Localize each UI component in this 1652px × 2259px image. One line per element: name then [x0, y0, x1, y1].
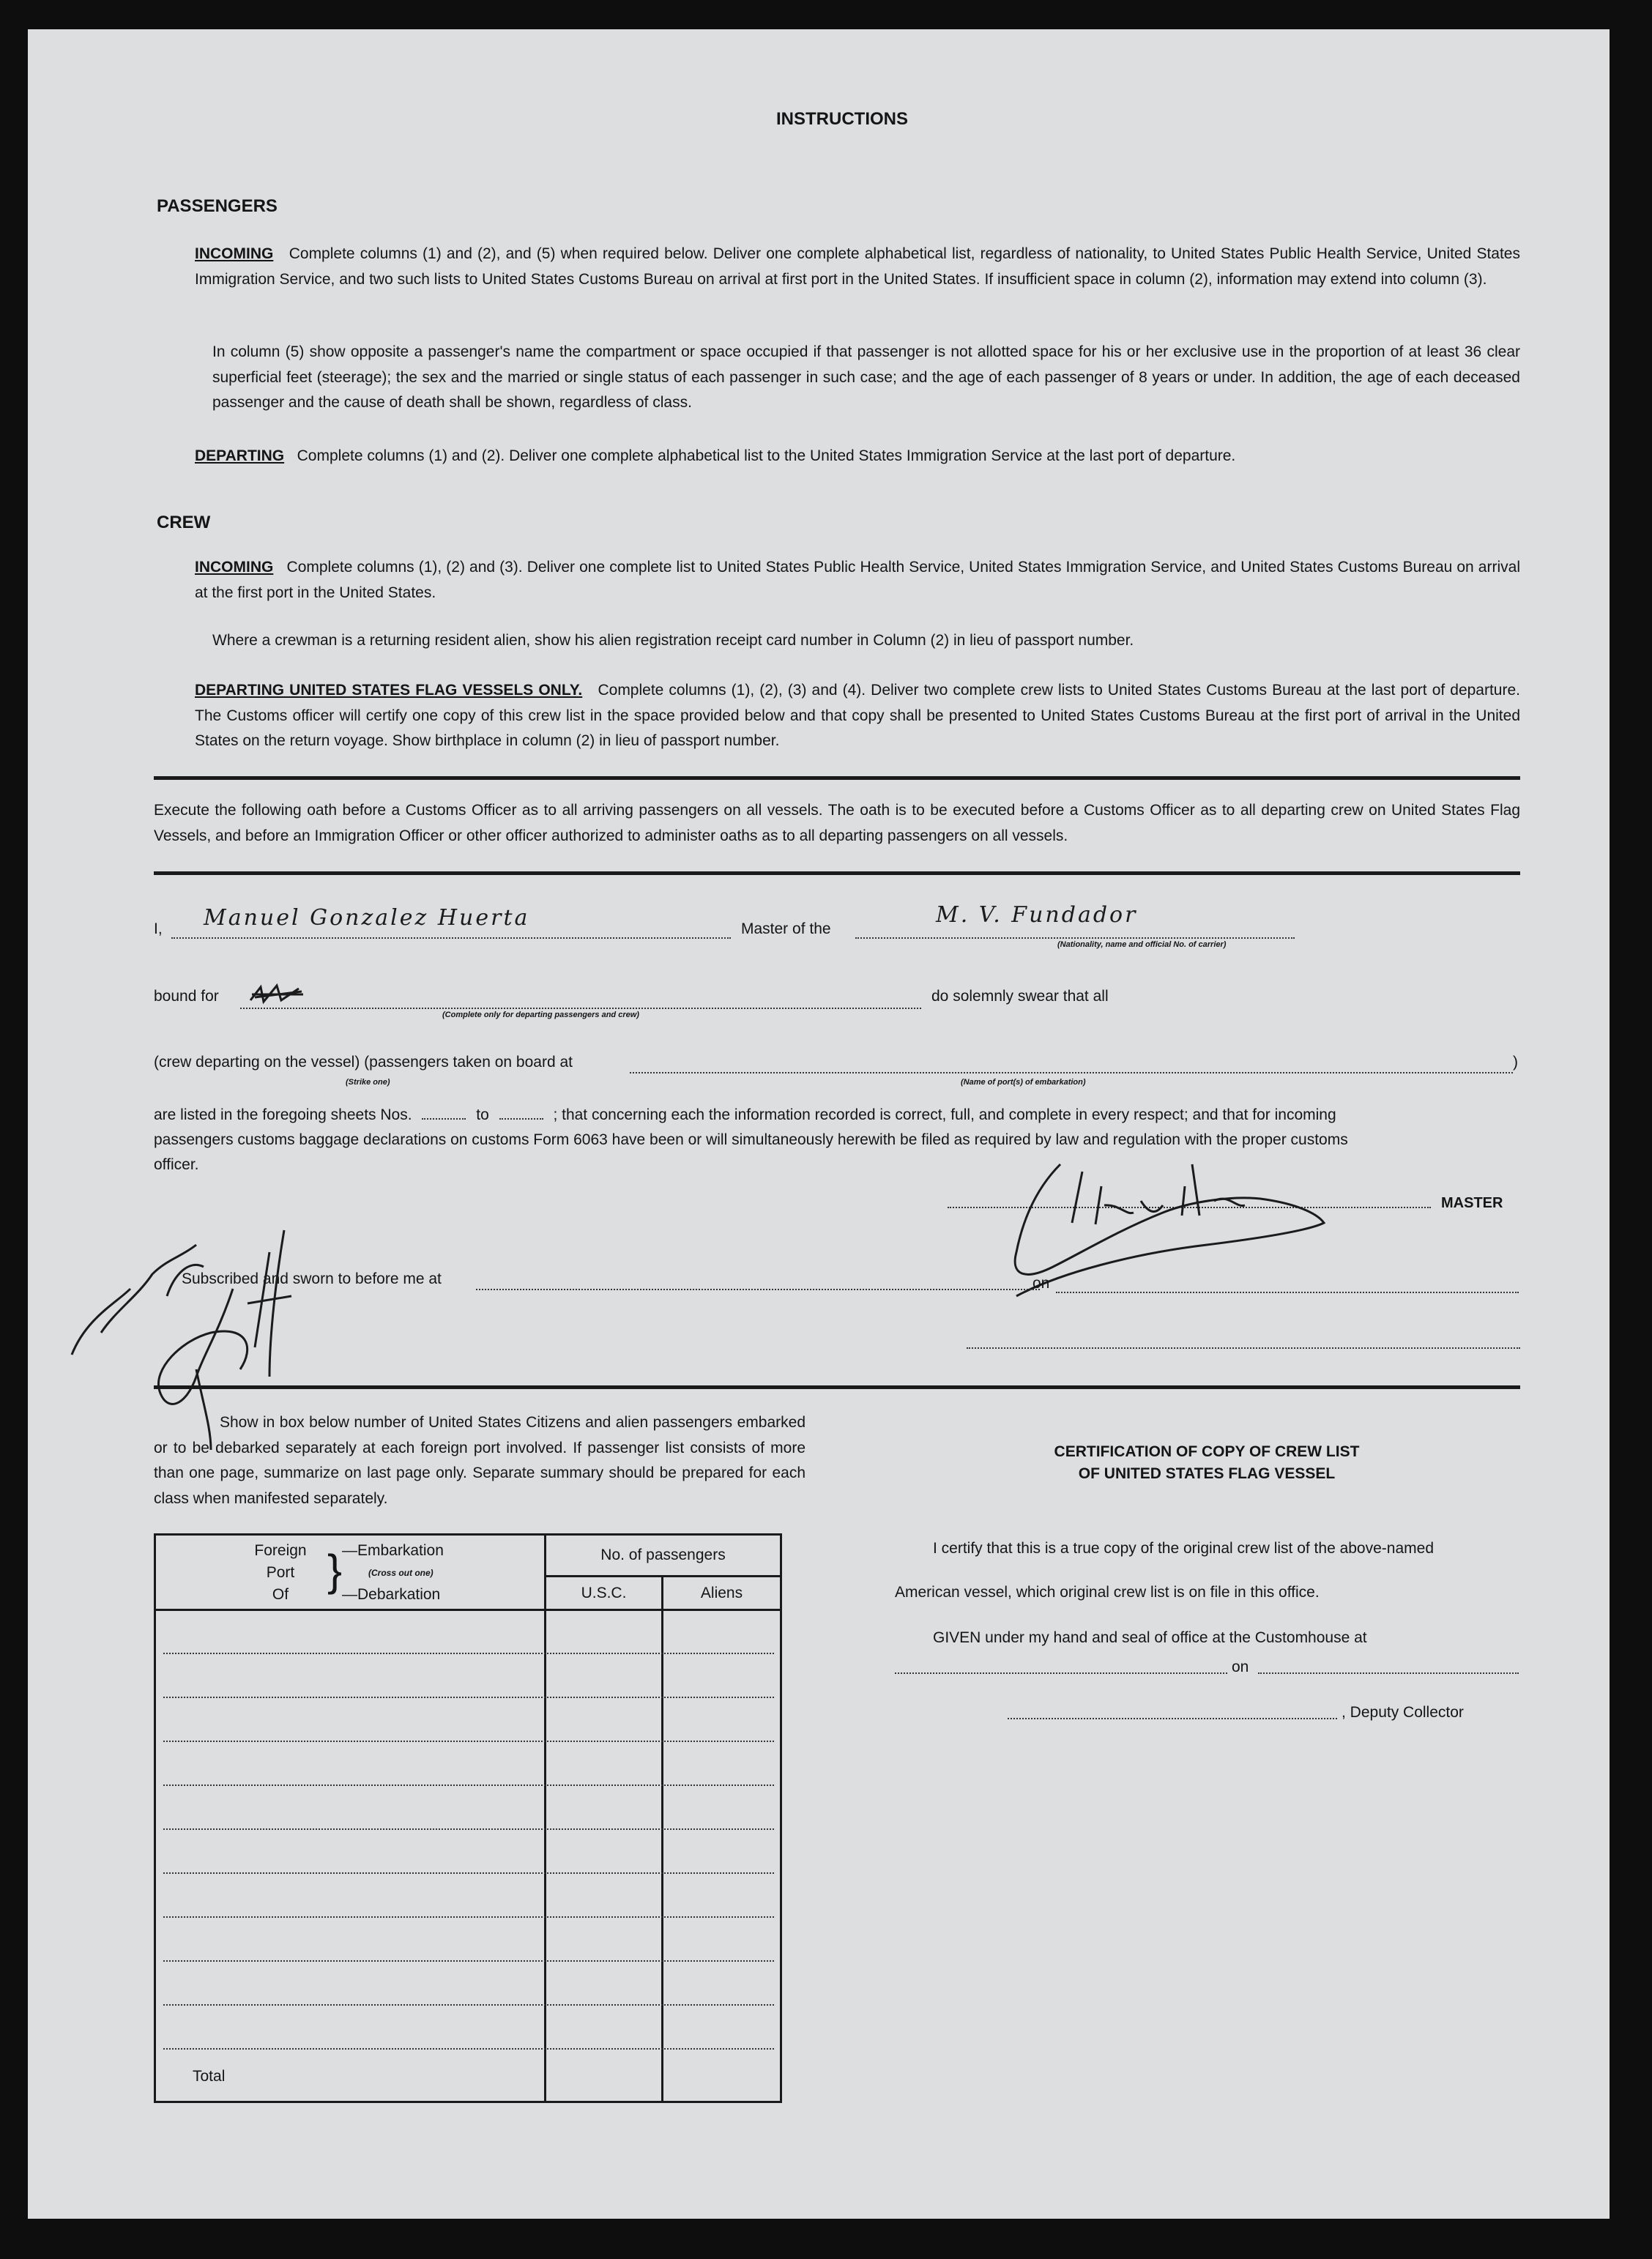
col1-line3: Of — [272, 1586, 289, 1603]
crew-departing-label: DEPARTING UNITED STATES FLAG VESSELS ONLY. — [195, 682, 583, 699]
divider-3 — [154, 1385, 1520, 1389]
certification-title-1: CERTIFICATION OF COPY OF CREW LIST — [1054, 1443, 1360, 1460]
cross-out-caption: (Cross out one) — [368, 1568, 434, 1578]
subscribed-label: Subscribed and sworn to before me at — [182, 1270, 442, 1287]
close-paren: ) — [1513, 1054, 1518, 1071]
divider-1 — [154, 776, 1520, 780]
passenger-summary-table — [154, 1533, 782, 2103]
ports-line — [630, 1072, 1513, 1073]
passengers-departing-paragraph — [195, 444, 1520, 469]
listed-rest-1: ; that concerning each the information recorded is correct, full, and complete in every respect; and that for incoming — [553, 1106, 1336, 1123]
ports-caption: (Name of port(s) of embarkation) — [961, 1078, 1086, 1087]
given-text: GIVEN under my hand and seal of office at the Customhouse at — [933, 1629, 1367, 1646]
crew-incoming-paragraph — [195, 555, 1520, 606]
table-row — [163, 1785, 774, 1786]
vessel-field[interactable]: M. V. Fundador — [936, 902, 1138, 928]
table-vline-2 — [661, 1577, 663, 2101]
table-header-divider — [156, 1609, 780, 1611]
no-of-passengers-header: No. of passengers — [600, 1547, 726, 1563]
vessel-line — [855, 937, 1295, 939]
page-title: INSTRUCTIONS — [776, 109, 908, 129]
officer-signature-line — [967, 1347, 1520, 1349]
crew-departing-label: (crew departing on the vessel) (passengers taken on board at — [154, 1054, 573, 1071]
strike-one-caption: (Strike one) — [346, 1078, 390, 1087]
summary-instructions: Show in box below number of United States Citizens and alien passengers embarked or to be debarked separately at each foreign port involved. If passenger list consists of more than one page, summarize on last page only. Separate summary should be prepared for each class when manifested separately. — [154, 1414, 805, 1507]
master-name-line — [171, 937, 731, 939]
deputy-collector-label: , Deputy Collector — [1342, 1704, 1464, 1721]
passengers-departing-text: Complete columns (1) and (2). Deliver one complete alphabetical list to the United States Immigration Service at the last port of departure. — [297, 447, 1236, 464]
crew-incoming-label: INCOMING — [195, 559, 274, 576]
table-row — [163, 2004, 774, 2006]
vessel-caption: (Nationality, name and official No. of carrier) — [1057, 940, 1227, 949]
brace-icon: } — [327, 1546, 343, 1595]
usc-header: U.S.C. — [581, 1585, 627, 1601]
passengers-incoming-label: INCOMING — [195, 245, 274, 262]
table-row — [163, 1697, 774, 1698]
bound-for-line — [240, 1008, 921, 1009]
table-row — [163, 1872, 774, 1874]
passengers-heading: PASSENGERS — [157, 196, 278, 216]
table-row — [163, 1828, 774, 1830]
listed-rest-3: officer. — [154, 1156, 199, 1173]
embarkation-label: —Embarkation — [342, 1542, 444, 1559]
subscribed-on-label: on — [1032, 1275, 1050, 1292]
crew-incoming-text: Complete columns (1), (2) and (3). Deliver one complete list to United States Public Health Service, United States Immigration Service, and United States Customs Bureau on arrival at the first port in the United States. — [195, 559, 1520, 601]
swear-text: do solemnly swear that all — [931, 988, 1109, 1005]
customhouse-line — [895, 1672, 1227, 1674]
certification-title-2: OF UNITED STATES FLAG VESSEL — [1078, 1465, 1336, 1482]
oath-instructions: Execute the following oath before a Customs Officer as to all arriving passengers on all vessels. The oath is to be executed before a Customs Officer as to all departing crew on United States Flag Vessels, and before an Immigration Officer or other officer authorized to administer oaths as to all departing passengers on all vessels. — [154, 802, 1520, 844]
master-label: MASTER — [1441, 1195, 1503, 1211]
bound-for-label: bound for — [154, 988, 219, 1005]
table-row — [163, 1916, 774, 1918]
inspector-note — [72, 1230, 75, 1231]
table-subheader-divider — [544, 1575, 780, 1577]
table-row — [163, 1653, 774, 1654]
passengers-incoming-text: Complete columns (1) and (2), and (5) when required below. Deliver one complete alphabetical list, regardless of nationality, to United States Public Health Service, United States Immigration Service, and two such lists to United States Customs Bureau on arrival at first port in the United States. If insufficient space in column (2), information may extend into column (3). — [195, 245, 1520, 288]
oath-master-of-label: Master of the — [741, 920, 831, 937]
table-row — [163, 1741, 774, 1742]
crew-departing-paragraph — [195, 678, 1520, 754]
sheets-from-field[interactable] — [422, 1118, 466, 1120]
listed-rest-2: passengers customs baggage declarations on customs Form 6063 have been or will simultaneously herewith be filed as required by law and regulation with the proper customs — [154, 1131, 1348, 1148]
certification-date-line — [1258, 1672, 1519, 1674]
bound-for-caption: (Complete only for departing passengers and crew) — [442, 1011, 639, 1019]
deputy-signature-line — [1008, 1718, 1337, 1719]
listed-prefix: are listed in the foregoing sheets Nos. — [154, 1106, 412, 1123]
sheets-to-field[interactable] — [499, 1118, 543, 1120]
table-row — [163, 1960, 774, 1962]
master-name-field[interactable]: Manuel Gonzalez Huerta — [204, 905, 530, 931]
form-sheet — [28, 29, 1610, 2219]
divider-2 — [154, 871, 1520, 875]
total-label: Total — [193, 2068, 226, 2085]
table-row — [163, 2048, 774, 2050]
listed-line-1 — [154, 1103, 1520, 1128]
debarkation-label: —Debarkation — [342, 1586, 441, 1603]
passengers-column5-paragraph: In column (5) show opposite a passenger's name the compartment or space occupied if that passenger is not allotted space for his or her exclusive use in the proportion of at least 36 clear superficial feet (steerage); the sex and the married or single status of each passenger in such case; and the age of each passenger of 8 years or under. In addition, the age of each deceased passenger and the cause of death shall be shown, regardless of class. — [212, 343, 1520, 411]
passengers-departing-label: DEPARTING — [195, 447, 285, 464]
col1-line1: Foreign — [254, 1542, 307, 1559]
subscribed-place-line — [476, 1289, 1040, 1290]
certification-on-label: on — [1232, 1659, 1249, 1675]
subscribed-date-line — [1056, 1292, 1519, 1293]
master-signature-text — [1002, 1157, 1004, 1158]
crew-returning-paragraph: Where a crewman is a returning resident alien, show his alien registration receipt card number in Column (2) in lieu of passport number. — [212, 632, 1134, 649]
passengers-incoming-paragraph — [195, 242, 1520, 292]
to-label: to — [476, 1106, 489, 1123]
bound-for-strikeout-scribble — [248, 981, 306, 1008]
certify-line-1: I certify that this is a true copy of the original crew list of the above-named — [933, 1540, 1434, 1557]
col1-line2: Port — [266, 1564, 295, 1581]
certify-line-2: American vessel, which original crew list is on file in this office. — [895, 1584, 1320, 1601]
crew-departing-text: Complete columns (1), (2), (3) and (4). Deliver two complete crew lists to United States Customs Bureau at the last port of departure. The Customs officer will certify one copy of this crew list in the space provided below and that copy shall be presented to United States Customs Bureau at the first port of arrival in the United States on the return voyage. Show birthplace in column (2) in lieu of passport number. — [195, 682, 1520, 749]
oath-i-label: I, — [154, 920, 163, 937]
table-vline-1 — [544, 1536, 546, 2101]
aliens-header: Aliens — [700, 1585, 743, 1601]
crew-heading: CREW — [157, 513, 211, 532]
